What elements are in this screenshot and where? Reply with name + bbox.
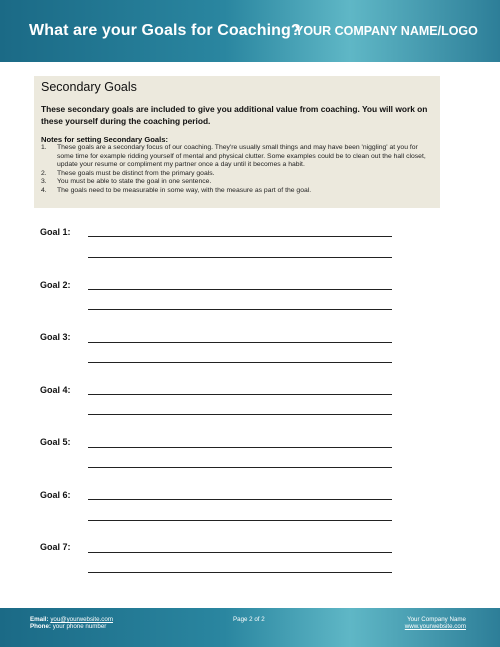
goal-write-line[interactable] [88,520,392,521]
note-text: These goals are a secondary focus of our coaching. They're usually small things and may have been 'niggling' at you for some time for example ridding yourself of mental and physical clutter. Some examples could be to clean out the hall closet, update your resume or compliment my partner once a day until it becomes a habit. [57,144,426,169]
goal-write-line[interactable] [88,552,392,553]
note-number: 1. [41,144,47,151]
note-text: These goals must be distinct from the primary goals. [57,169,215,177]
goal-label: Goal 1: [40,227,71,237]
goal-label: Goal 2: [40,280,71,290]
goal-write-line[interactable] [88,414,392,415]
note-text: The goals need to be measurable in some way, with the measure as part of the goal. [57,186,312,194]
phone-value: your phone number [52,623,107,630]
goal-write-line[interactable] [88,257,392,258]
goal-write-line[interactable] [88,447,392,448]
email-label: Email: [30,616,49,623]
note-number: 2. [41,169,47,177]
notes-list [41,144,436,196]
goal-label: Goal 4: [40,385,71,395]
page-title: What are your Goals for Coaching? [29,22,301,39]
note-item [41,144,436,170]
secondary-goals-box [34,76,440,208]
phone-label: Phone: [30,623,51,630]
note-number: 3. [41,178,47,186]
note-item [41,170,436,179]
goal-write-line[interactable] [88,467,392,468]
note-text: You must be able to state the goal in one sentence. [57,178,212,186]
footer-email [30,616,113,623]
page-footer [0,608,500,647]
goal-write-line[interactable] [88,362,392,363]
page-number: Page 2 of 2 [233,616,265,623]
note-item [41,187,436,196]
section-heading: Secondary Goals [41,80,137,94]
goal-label: Goal 6: [40,490,71,500]
footer-phone [30,623,106,630]
goal-label: Goal 3: [40,332,71,342]
website-link[interactable]: www.yourwebsite.com [404,623,466,630]
goal-write-line[interactable] [88,236,392,237]
goal-label: Goal 7: [40,542,71,552]
goal-label: Goal 5: [40,437,71,447]
company-logo-text: YOUR COMPANY NAME/LOGO [295,24,478,38]
goal-write-line[interactable] [88,394,392,395]
notes-label: Notes for setting Secondary Goals: [41,135,169,144]
note-number: 4. [41,186,47,194]
goal-write-line[interactable] [88,499,392,500]
goal-write-line[interactable] [88,289,392,290]
footer-company: Your Company Name [407,616,466,623]
section-intro: These secondary goals are included to give you additional value from coaching. You will work on these yourself during the coaching period. [41,104,428,126]
goal-write-line[interactable] [88,309,392,310]
goal-write-line[interactable] [88,342,392,343]
note-item [41,178,436,187]
page-header [0,0,500,62]
goal-write-line[interactable] [88,572,392,573]
email-link[interactable]: you@yourwebsite.com [50,616,113,623]
